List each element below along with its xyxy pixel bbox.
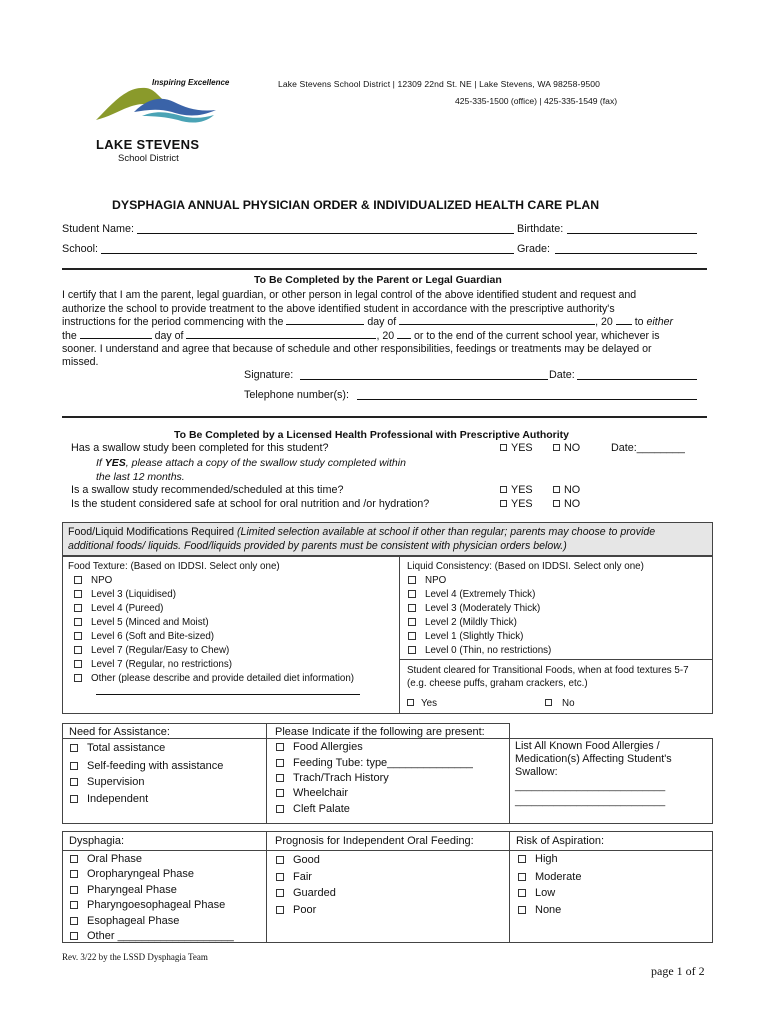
checkbox[interactable]: [70, 762, 78, 770]
aspiration-none[interactable]: [518, 904, 561, 916]
text: Food Allergies: [293, 741, 363, 753]
text: YES: [511, 484, 533, 496]
q2-no-option[interactable]: [553, 484, 580, 496]
signature-date-field[interactable]: [577, 379, 697, 380]
parent-section-heading: To Be Completed by the Parent or Legal Guardian: [254, 274, 502, 286]
swallow-recommended-question: Is a swallow study recommended/scheduled at this time?: [71, 484, 344, 496]
liquid-transitional-divider: [399, 659, 713, 660]
assistance-self-feeding[interactable]: [70, 760, 223, 772]
dysphagia-pharyngeal[interactable]: [70, 884, 177, 896]
revision-note: Rev. 3/22 by the LSSD Dysphagia Team: [62, 952, 208, 962]
end-year-field[interactable]: [397, 338, 411, 339]
aspiration-moderate[interactable]: [518, 871, 581, 883]
text: Feeding Tube: type______________: [293, 757, 473, 769]
aspiration-high[interactable]: [518, 853, 558, 865]
checkbox[interactable]: [408, 604, 416, 612]
text: Trach/Trach History: [293, 772, 389, 784]
checkbox[interactable]: [70, 744, 78, 752]
food-texture-level-4[interactable]: [74, 603, 163, 614]
checkbox[interactable]: [74, 674, 82, 682]
assistance-label: Need for Assistance:: [69, 726, 170, 738]
liquid-level-1[interactable]: [408, 631, 523, 642]
food-texture-other-field[interactable]: [96, 694, 360, 695]
prognosis-label: Prognosis for Independent Oral Feeding:: [275, 835, 474, 847]
present-food-allergies[interactable]: [276, 741, 363, 753]
checkbox[interactable]: [70, 795, 78, 803]
liquid-level-0[interactable]: [408, 645, 551, 656]
liquid-level-3[interactable]: [408, 603, 540, 614]
text: Level 2 (Mildly Thick): [425, 617, 517, 628]
text: Level 6 (Soft and Bite-sized): [91, 631, 215, 642]
checkbox[interactable]: [407, 699, 414, 706]
liquid-level-4[interactable]: [408, 589, 535, 600]
text: Level 5 (Minced and Moist): [91, 617, 209, 628]
swallow-study-note-2: the last 12 months.: [96, 471, 185, 483]
checkbox[interactable]: [70, 917, 78, 925]
text: NO: [564, 498, 581, 510]
checkbox[interactable]: [74, 576, 82, 584]
checkbox[interactable]: [276, 873, 284, 881]
checkbox[interactable]: [74, 590, 82, 598]
dysphagia-label: Dysphagia:: [69, 835, 125, 847]
checkbox[interactable]: [74, 618, 82, 626]
checkbox[interactable]: [276, 856, 284, 864]
end-day-field[interactable]: [80, 338, 152, 339]
transitional-foods-label: Student cleared for Transitional Foods, when at food textures 5-7: [407, 665, 689, 676]
checkbox[interactable]: [518, 873, 526, 881]
checkbox[interactable]: [408, 576, 416, 584]
q1-date-label: Date:________: [611, 442, 685, 454]
text: Moderate: [535, 871, 582, 883]
liquid-consistency-label: Liquid Consistency: (Based on IDDSI. Select only one): [407, 561, 644, 572]
text: Poor: [293, 904, 317, 916]
start-year-field[interactable]: [616, 324, 632, 325]
text: or to the end of the current school year, whichever is: [414, 330, 660, 342]
start-day-field[interactable]: [286, 324, 364, 325]
checkbox[interactable]: [518, 889, 526, 897]
professional-section-heading: To Be Completed by a Licensed Health Professional with Prescriptive Authority: [174, 429, 570, 441]
text: Level 3 (Moderately Thick): [425, 603, 541, 614]
food-texture-label: Food Texture: (Based on IDDSI. Select only one): [68, 561, 280, 572]
school-district-logo: [94, 82, 218, 134]
text: Pharyngeal Phase: [87, 884, 177, 896]
q3-no-option[interactable]: [553, 498, 580, 510]
prognosis-poor[interactable]: [276, 904, 316, 916]
text: either: [646, 316, 673, 328]
telephone-label: Telephone number(s):: [244, 389, 350, 401]
dysphagia-oral[interactable]: [70, 853, 142, 865]
checkbox[interactable]: [553, 486, 560, 493]
food-texture-level-6[interactable]: [74, 631, 214, 642]
text: None: [535, 904, 562, 916]
text: day of: [154, 330, 184, 342]
assistance-supervision[interactable]: [70, 776, 144, 788]
grade-label: Grade:: [517, 243, 551, 255]
text: Supervision: [87, 776, 145, 788]
text: No: [562, 698, 575, 709]
checkbox[interactable]: [276, 743, 284, 751]
prognosis-fair[interactable]: [276, 871, 312, 883]
assistance-independent[interactable]: [70, 793, 148, 805]
text: the: [62, 330, 77, 342]
assistance-header-line: [62, 738, 510, 739]
text: Other ___________________: [87, 930, 234, 942]
checkbox[interactable]: [70, 932, 78, 940]
checkbox[interactable]: [518, 906, 526, 914]
student-name-field[interactable]: [137, 233, 514, 234]
text: If: [96, 457, 102, 469]
text: YES: [511, 442, 533, 454]
text: Other (please describe and provide detailed diet information): [91, 673, 355, 684]
allergies-line-1[interactable]: ___________________________: [515, 781, 666, 792]
dysphagia-other[interactable]: [70, 930, 234, 942]
present-wheelchair[interactable]: [276, 787, 348, 799]
checkbox[interactable]: [70, 855, 78, 863]
parent-line-2: authorize the school to provide treatment to the above identified student in accordance with the prescriptive authority's: [62, 303, 615, 315]
text: Total assistance: [87, 742, 166, 754]
text: , please attach a copy of the swallow study completed within: [125, 457, 406, 469]
checkbox[interactable]: [500, 486, 507, 493]
present-trach[interactable]: [276, 772, 389, 784]
checkbox[interactable]: [276, 906, 284, 914]
school-field[interactable]: [101, 253, 514, 254]
checkbox[interactable]: [70, 886, 78, 894]
transitional-no[interactable]: [545, 698, 575, 709]
text: , 20: [595, 316, 613, 328]
signature-field[interactable]: [300, 379, 548, 380]
checkbox[interactable]: [553, 444, 560, 451]
present-feeding-tube[interactable]: [276, 757, 473, 769]
text: Oropharyngeal Phase: [87, 868, 195, 880]
parent-line-3: [62, 316, 673, 329]
text: Yes: [421, 698, 437, 709]
checkbox[interactable]: [74, 660, 82, 668]
parent-line-5: sooner. I understand and agree that because of schedule and other responsibilities, feedings or treatments may be delayed or: [62, 343, 652, 355]
text: YES: [511, 498, 533, 510]
divider: [62, 268, 707, 270]
text: Cleft Palate: [293, 803, 350, 815]
text: Level 4 (Extremely Thick): [425, 589, 536, 600]
dysphagia-header-line: [62, 850, 713, 851]
q1-yes-option[interactable]: [500, 442, 533, 454]
text: , 20: [376, 330, 395, 342]
text: YES: [104, 457, 126, 469]
q1-no-option[interactable]: [553, 442, 580, 454]
prognosis-good[interactable]: [276, 854, 320, 866]
text: Good: [293, 854, 320, 866]
dysphagia-esophageal[interactable]: [70, 915, 179, 927]
birthdate-field[interactable]: [567, 233, 697, 234]
allergies-label-2: Medication(s) Affecting Student's: [515, 753, 672, 765]
q2-yes-option[interactable]: [500, 484, 533, 496]
checkbox[interactable]: [70, 901, 78, 909]
text: Pharyngoesophageal Phase: [87, 899, 226, 911]
checkbox[interactable]: [545, 699, 552, 706]
text: NO: [564, 484, 581, 496]
swallow-study-question: Has a swallow study been completed for this student?: [71, 442, 329, 454]
parent-line-1: I certify that I am the parent, legal guardian, or other person in legal control of the above identified student and request and: [62, 289, 637, 301]
text: Level 3 (Liquidised): [91, 589, 176, 600]
text: Fair: [293, 871, 312, 883]
text: Level 4 (Pureed): [91, 603, 164, 614]
text: High: [535, 853, 558, 865]
signature-date-label: Date:: [549, 369, 575, 381]
food-texture-npo[interactable]: [74, 575, 112, 586]
checkbox[interactable]: [408, 646, 416, 654]
telephone-field[interactable]: [357, 399, 697, 400]
text: Food/Liquid Modifications Required: [68, 526, 235, 538]
district-address: Lake Stevens School District | 12309 22nd St. NE | Lake Stevens, WA 98258-9500: [278, 79, 600, 89]
divider: [62, 416, 707, 418]
modifications-heading-2: additional foods/ liquids. Food/liquids provided by parents must be consistent with physician orders below.): [68, 540, 567, 552]
parent-line-4: [62, 330, 660, 343]
checkbox[interactable]: [276, 889, 284, 897]
text: to: [634, 316, 644, 328]
page-title: DYSPHAGIA ANNUAL PHYSICIAN ORDER & INDIVIDUALIZED HEALTH CARE PLAN: [112, 198, 600, 212]
text: NO: [564, 442, 581, 454]
food-texture-level-7-regular[interactable]: [74, 659, 232, 670]
food-texture-level-7-easy[interactable]: [74, 645, 229, 656]
checkbox[interactable]: [70, 778, 78, 786]
assistance-total[interactable]: [70, 742, 165, 754]
start-month-field[interactable]: [399, 324, 595, 325]
school-label: School:: [62, 243, 99, 255]
text: NPO: [425, 575, 447, 586]
text: Guarded: [293, 887, 336, 899]
checkbox[interactable]: [276, 805, 284, 813]
present-cleft-palate[interactable]: [276, 803, 350, 815]
text: Level 7 (Regular/Easy to Chew): [91, 645, 230, 656]
checkbox[interactable]: [408, 632, 416, 640]
prognosis-guarded[interactable]: [276, 887, 336, 899]
checkbox[interactable]: [500, 444, 507, 451]
dysphagia-oropharyngeal[interactable]: [70, 868, 194, 880]
district-phones: 425-335-1500 (office) | 425-335-1549 (fax): [455, 96, 618, 106]
q3-yes-option[interactable]: [500, 498, 533, 510]
parent-line-6: missed.: [62, 356, 99, 368]
allergies-label-1: List All Known Food Allergies /: [515, 740, 660, 752]
page-number: page 1 of 2: [651, 964, 705, 978]
safe-oral-question: Is the student considered safe at school for oral nutrition and /or hydration?: [71, 498, 430, 510]
district-subname: School District: [118, 153, 179, 164]
checkbox[interactable]: [276, 789, 284, 797]
modifications-heading: [68, 526, 655, 538]
text: (Limited selection available at school if other than regular; parents may choose to provide: [237, 526, 656, 538]
checkbox[interactable]: [408, 618, 416, 626]
text: Self-feeding with assistance: [87, 760, 224, 772]
text: Oral Phase: [87, 853, 143, 865]
tagline: Inspiring Excellence: [152, 78, 230, 87]
allergies-label-3: Swallow:: [515, 766, 558, 778]
checkbox[interactable]: [74, 604, 82, 612]
checkbox[interactable]: [408, 590, 416, 598]
text: Independent: [87, 793, 149, 805]
food-texture-level-5[interactable]: [74, 617, 209, 628]
text: Level 0 (Thin, no restrictions): [425, 645, 552, 656]
food-texture-level-3[interactable]: [74, 589, 176, 600]
food-texture-other[interactable]: [74, 673, 354, 684]
checkbox[interactable]: [518, 855, 526, 863]
swallow-study-note: [96, 457, 406, 469]
checkbox[interactable]: [74, 646, 82, 654]
dysphagia-pharyngoesophageal[interactable]: [70, 899, 225, 911]
checkbox[interactable]: [276, 759, 284, 767]
checkbox[interactable]: [74, 632, 82, 640]
end-month-field[interactable]: [186, 338, 376, 339]
checkbox[interactable]: [553, 500, 560, 507]
text: NPO: [91, 575, 113, 586]
checkbox[interactable]: [500, 500, 507, 507]
text: Wheelchair: [293, 787, 349, 799]
text: Low: [535, 887, 556, 899]
liquid-level-2[interactable]: [408, 617, 517, 628]
liquid-npo[interactable]: [408, 575, 446, 586]
student-name-label: Student Name:: [62, 223, 135, 235]
checkbox[interactable]: [70, 870, 78, 878]
transitional-yes[interactable]: [407, 698, 437, 709]
signature-label: Signature:: [244, 369, 294, 381]
transitional-foods-examples: (e.g. cheese puffs, graham crackers, etc.): [407, 678, 588, 689]
birthdate-label: Birthdate:: [517, 223, 564, 235]
grade-field[interactable]: [555, 253, 697, 254]
allergies-line-2[interactable]: ___________________________: [515, 796, 666, 807]
aspiration-low[interactable]: [518, 887, 555, 899]
text: Level 1 (Slightly Thick): [425, 631, 524, 642]
text: day of: [367, 316, 397, 328]
aspiration-label: Risk of Aspiration:: [516, 835, 605, 847]
text: Esophageal Phase: [87, 915, 180, 927]
text: instructions for the period commencing with the: [62, 316, 284, 328]
present-label: Please Indicate if the following are present:: [275, 726, 485, 738]
checkbox[interactable]: [276, 774, 284, 782]
text: Level 7 (Regular, no restrictions): [91, 659, 233, 670]
district-name: LAKE STEVENS: [96, 137, 200, 152]
